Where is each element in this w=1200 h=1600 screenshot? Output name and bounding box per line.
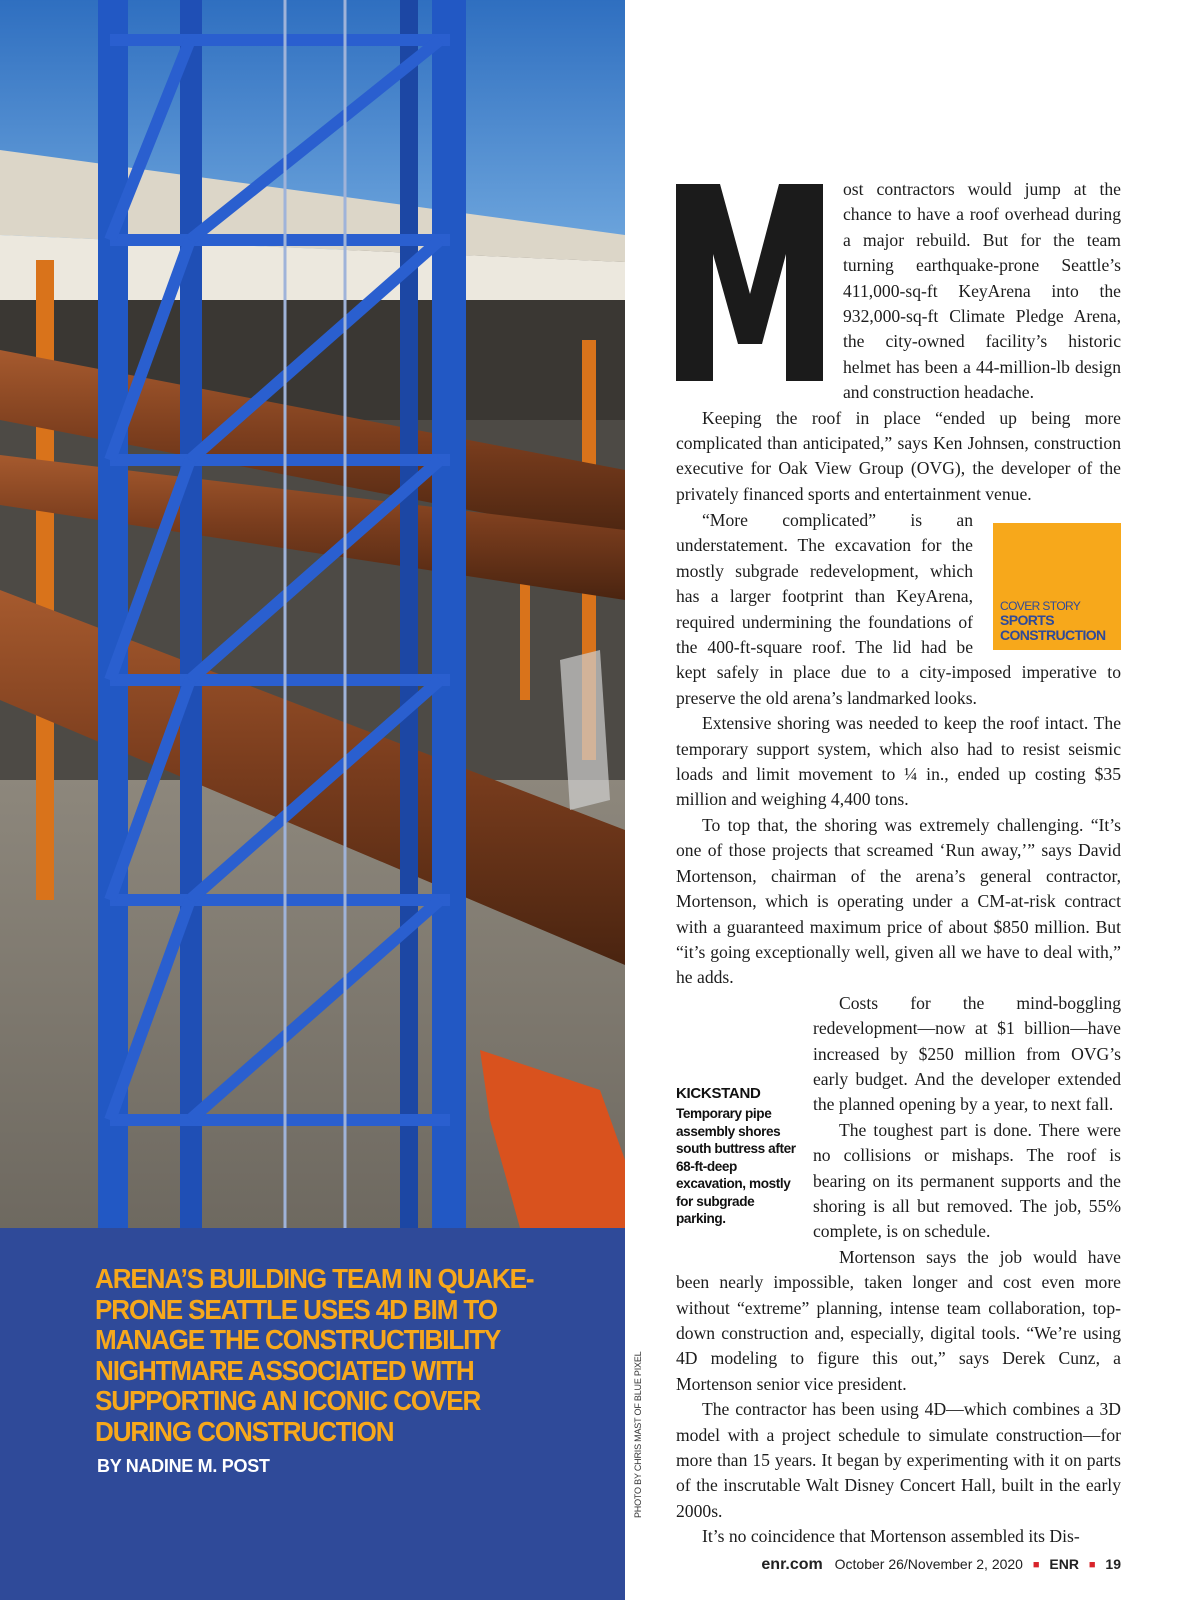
- cover-story-box: [993, 523, 1121, 650]
- paragraph-10: It’s no coincidence that Mortenson assembled its Dis-: [702, 1526, 1080, 1547]
- paragraph-7: The toughest part is done. There were no collisions or mishaps. The roof is bearing on its permanent supports and the shoring is all but removed. The job, 55% complete, is on schedule.: [813, 1119, 1121, 1242]
- footer-site[interactable]: enr.com: [761, 1556, 823, 1573]
- drop-cap-shape: [676, 184, 823, 381]
- article-column: [676, 177, 1121, 507]
- headline-panel: [0, 1228, 625, 1600]
- footer-brand: ENR: [1049, 1556, 1079, 1572]
- paragraph-1: ost contractors would jump at the chance to have a roof overhead during a major rebuild. But for the team turning earthquake-prone Seattle’s 411,000-sq-ft KeyArena into the 932,000-sq-ft Climate Pledge Arena, the city-owned facility’s historic helmet has been a 44-million-lb design and construction headache.: [843, 179, 1121, 403]
- paragraph-3: “More complicated” is an understatement. The excavation for the mostly subgrade redevelopment, which has a larger footprint than KeyArena, required undermining the foundations of the 400-ft-square roof. The lid had be kept safely in place due to a city-imposed imperative to preserve the old arena’s landmarked looks.: [676, 510, 1121, 708]
- paragraph-8: Mortenson says the job would have been nearly impossible, taken longer and cost even more without “extreme” planning, intense team collaboration, top-down construction and, especially, digital tools. “We’re using 4D modeling to figure this out,” says Derek Cunz, a Mortenson senior vice president.: [676, 1246, 1121, 1394]
- page-footer: [750, 1556, 1121, 1574]
- cover-story-topic: SPORTS CONSTRUCTION: [1000, 612, 1106, 643]
- construction-photo-icon: [0, 0, 625, 1228]
- paragraph-5: To top that, the shoring was extremely challenging. “It’s one of those projects that screamed ‘Run away,’” says David Mortenson, chairman of the arena’s general contractor, Mortenson, which is operating under a CM-at-risk contract with a guaranteed maximum price of about $850 million. But “it’s going exceptionally well, given all we have to deal with,” he adds.: [676, 814, 1121, 988]
- paragraph-4: Extensive shoring was needed to keep the roof intact. The temporary support system, which also had to resist seismic loads and limit movement to ¼ in., ended up costing $35 million and weighing 4,400 tons.: [676, 713, 1121, 810]
- footer-page-number: 19: [1105, 1556, 1121, 1572]
- caption-title: KICKSTAND: [676, 1085, 761, 1102]
- article-block-2: [676, 508, 1121, 1550]
- paragraph-6: Costs for the mind-boggling redevelopment—now at $1 billion—have increased by $250 million from OVG’s early budget. And the developer extended the planned opening by a year, to next fall.: [813, 992, 1121, 1115]
- paragraph-2: Keeping the roof in place “ended up being more complicated than anticipated,” says Ken Johnsen, construction executive for Oak View Group (OVG), the developer of the privately financed sports and entertainment venue.: [676, 407, 1121, 504]
- byline: BY NADINE M. POST: [97, 1456, 270, 1476]
- footer-square-icon: ■: [1032, 1559, 1040, 1571]
- paragraph-9: The contractor has been using 4D—which combines a 3D model with a project schedule to simulate construction—for more than 15 years. It began by experimenting with it on parts of the inscrutable Walt Disney Concert Hall, built in the early 2000s.: [676, 1399, 1121, 1521]
- footer-date: October 26/November 2, 2020: [834, 1556, 1023, 1572]
- cover-story-label: COVER STORY: [1000, 599, 1081, 613]
- drop-cap: [676, 184, 823, 381]
- construction-photo: [0, 0, 625, 1228]
- caption-text: Temporary pipe assembly shores south buttress after 68-ft-deep excavation, mostly for subgrade parking.: [676, 1106, 796, 1226]
- photo-caption: [676, 1085, 796, 1228]
- footer-square-icon-2: ■: [1088, 1559, 1096, 1571]
- photo-credit: PHOTO BY CHRIS MAST OF BLUE PIXEL: [633, 1351, 643, 1518]
- headline-deck: ARENA’S BUILDING TEAM IN QUAKE-PRONE SEATTLE USES 4D BIM TO MANAGE THE CONSTRUCTIBILITY NIGHTMARE ASSOCIATED WITH SUPPORTING AN ICONIC COVER DURING CONSTRUCTION: [95, 1263, 534, 1447]
